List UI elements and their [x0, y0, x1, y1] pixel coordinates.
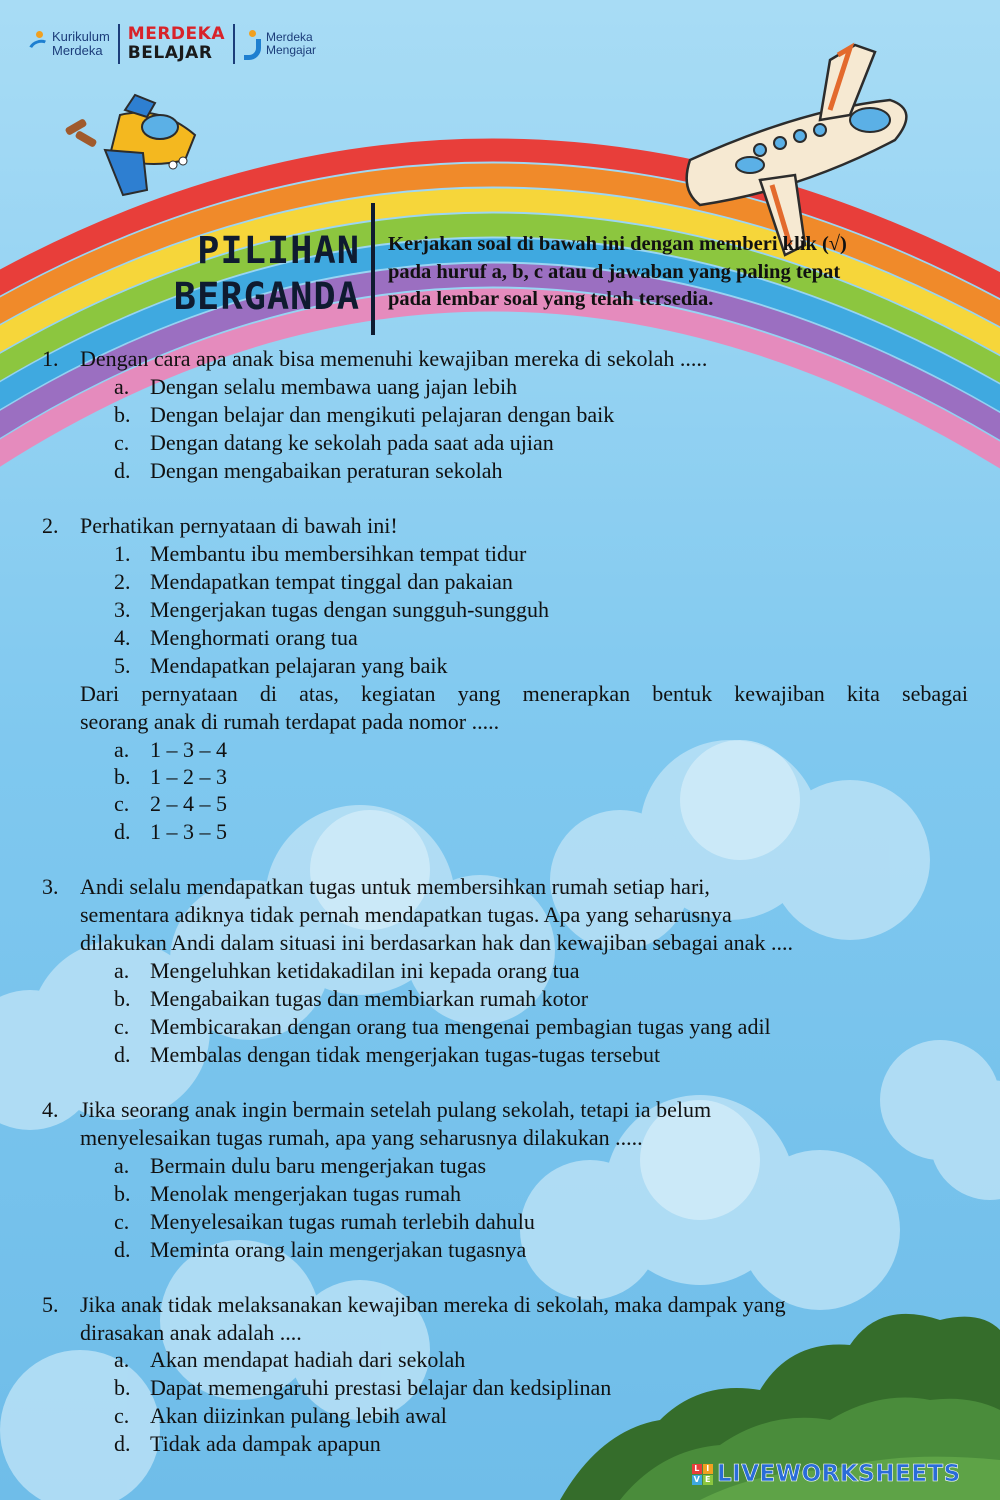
option-letter[interactable]: c. [114, 1209, 130, 1234]
kurikulum-merdeka-mark-icon [28, 29, 48, 59]
option-letter[interactable]: d. [114, 458, 131, 483]
question-text: menyelesaikan tugas rumah, apa yang seharusnya dilakukan ..... [80, 1125, 643, 1150]
question-text: dirasakan anak adalah .... [80, 1320, 302, 1345]
question-text: Andi selalu mendapatkan tugas untuk membersihkan rumah setiap hari, [80, 874, 710, 899]
kurikulum-logo-line2: Merdeka [52, 43, 103, 58]
question-number: 2. [42, 513, 59, 538]
option-letter[interactable]: c. [114, 430, 130, 455]
question-followup: seorang anak di rumah terdapat pada nomor ..... [80, 709, 500, 734]
statement-text: Mendapatkan pelajaran yang baik [150, 653, 448, 678]
question-text: Perhatikan pernyataan di bawah ini! [80, 513, 398, 538]
brand-name: LIVEWORKSHEETS [717, 1461, 961, 1487]
option-letter[interactable]: b. [114, 402, 131, 427]
option-text[interactable]: Tidak ada dampak apapun [150, 1431, 381, 1456]
question-number: 4. [42, 1097, 59, 1122]
option-letter[interactable]: c. [114, 1014, 130, 1039]
statement-number: 2. [114, 569, 131, 594]
statement-text: Membantu ibu membersihkan tempat tidur [150, 541, 527, 566]
option-text[interactable]: Menolak mengerjakan tugas rumah [150, 1181, 461, 1206]
badge-letter: V [693, 1474, 701, 1484]
statement-number: 3. [114, 597, 131, 622]
option-text[interactable]: 2 – 4 – 5 [150, 791, 227, 816]
option-text[interactable]: 1 – 2 – 3 [150, 764, 227, 789]
merdeka-belajar-line1: MERDEKA [127, 24, 225, 44]
instructions-line1: Kerjakan soal di bawah ini dengan memberi klik (√) [388, 233, 847, 255]
option-text[interactable]: Mengeluhkan ketidakadilan ini kepada orang tua [150, 958, 580, 983]
question-number: 3. [42, 874, 59, 899]
badge-letter: E [703, 1475, 713, 1485]
option-letter[interactable]: a. [114, 737, 130, 762]
option-text[interactable]: Dengan belajar dan mengikuti pelajaran dengan baik [150, 402, 615, 427]
statement-number: 1. [114, 541, 131, 566]
badge-letter: I [703, 1464, 713, 1474]
statement-text: Mengerjakan tugas dengan sungguh-sungguh [150, 597, 549, 622]
kurikulum-merdeka-logo [28, 29, 110, 59]
title-line2: BERGANDA [173, 275, 360, 318]
option-letter[interactable]: a. [114, 958, 130, 983]
question-text: Dengan cara apa anak bisa memenuhi kewajiban mereka di sekolah ..... [80, 346, 708, 371]
option-letter[interactable]: b. [114, 1375, 131, 1400]
option-text[interactable]: Meminta orang lain mengerjakan tugasnya [150, 1237, 527, 1262]
statement-text: Mendapatkan tempat tinggal dan pakaian [150, 569, 513, 594]
option-letter[interactable]: d. [114, 1237, 131, 1262]
option-text[interactable]: Membicarakan dengan orang tua mengenai pembagian tugas yang adil [150, 1014, 771, 1039]
question-text: Jika anak tidak melaksanakan kewajiban mereka di sekolah, maka dampak yang [80, 1292, 786, 1317]
option-letter[interactable]: a. [114, 1153, 130, 1178]
merdeka-belajar-line2: BELAJAR [127, 43, 213, 63]
question-number: 1. [42, 346, 59, 371]
question-followup: Dari pernyataan di atas, kegiatan yang menerapkan bentuk kewajiban kita sebagai [80, 681, 968, 706]
option-text[interactable]: 1 – 3 – 5 [150, 819, 227, 844]
question-text: Jika seorang anak ingin bermain setelah pulang sekolah, tetapi ia belum [80, 1097, 712, 1122]
merdeka-mengajar-logo [243, 29, 316, 59]
statement-number: 5. [114, 653, 131, 678]
logo-divider [118, 24, 120, 64]
page-title [160, 228, 360, 320]
option-text[interactable]: Dapat memengaruhi prestasi belajar dan kedsiplinan [150, 1375, 612, 1400]
header-logos [28, 24, 316, 64]
option-letter[interactable]: b. [114, 764, 131, 789]
option-text[interactable]: Bermain dulu baru mengerjakan tugas [150, 1153, 487, 1178]
option-letter[interactable]: a. [114, 1347, 130, 1372]
question-number: 5. [42, 1292, 59, 1317]
option-text[interactable]: 1 – 3 – 4 [150, 737, 227, 762]
option-text[interactable]: Dengan datang ke sekolah pada saat ada ujian [150, 430, 554, 455]
option-letter[interactable]: c. [114, 791, 130, 816]
option-letter[interactable]: d. [114, 1042, 131, 1067]
statement-text: Menghormati orang tua [150, 625, 358, 650]
option-text[interactable]: Akan diizinkan pulang lebih awal [150, 1403, 447, 1428]
option-letter[interactable]: d. [114, 819, 131, 844]
option-letter[interactable]: c. [114, 1403, 130, 1428]
question-text: dilakukan Andi dalam situasi ini berdasarkan hak dan kewajiban sebagai anak .... [80, 930, 793, 955]
merdeka-mengajar-line2: Mengajar [265, 43, 317, 57]
option-text[interactable]: Mengabaikan tugas dan membiarkan rumah kotor [150, 986, 589, 1011]
badge-letter: L [692, 1464, 702, 1474]
logo-divider [233, 24, 235, 64]
option-text[interactable]: Membalas dengan tidak mengerjakan tugas-tugas tersebut [150, 1042, 661, 1067]
instructions [388, 231, 948, 314]
option-letter[interactable]: a. [114, 374, 130, 399]
statement-number: 4. [114, 625, 131, 650]
liveworksheets-brand[interactable] [692, 1461, 961, 1487]
question-text: sementara adiknya tidak pernah mendapatkan tugas. Apa yang seharusnya [80, 902, 732, 927]
option-text[interactable]: Dengan mengabaikan peraturan sekolah [150, 458, 503, 483]
option-text[interactable]: Dengan selalu membawa uang jajan lebih [150, 374, 518, 399]
instructions-line3: pada lembar soal yang telah tersedia. [388, 288, 714, 310]
merdeka-belajar-logo [128, 25, 225, 63]
merdeka-mengajar-mark-icon [243, 29, 261, 59]
option-letter[interactable]: b. [114, 986, 131, 1011]
option-letter[interactable]: b. [114, 1181, 131, 1206]
merdeka-mengajar-line1: Merdeka [265, 30, 313, 44]
instructions-line2: pada huruf a, b, c atau d jawaban yang paling tepat [388, 260, 841, 283]
option-text[interactable]: Menyelesaikan tugas rumah terlebih dahulu [150, 1209, 535, 1234]
option-letter[interactable]: d. [114, 1431, 131, 1456]
title-line1: PILIHAN [197, 229, 360, 272]
kurikulum-logo-line1: Kurikulum [52, 29, 110, 44]
title-divider [371, 203, 375, 335]
option-text[interactable]: Akan mendapat hadiah dari sekolah [150, 1347, 466, 1372]
live-badge-icon [692, 1464, 713, 1485]
